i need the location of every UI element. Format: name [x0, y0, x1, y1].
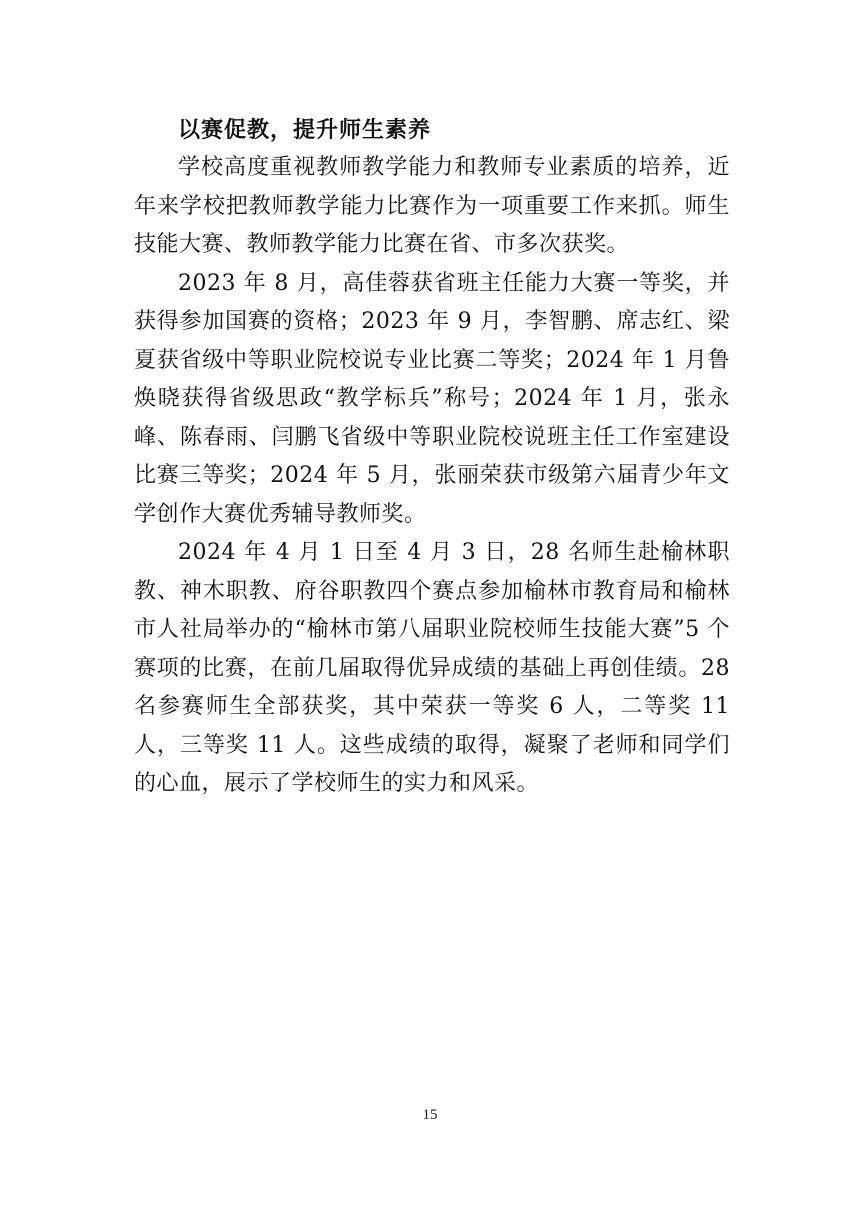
paragraph-awards-2023-2024: 2023 年 8 月，高佳蓉获省班主任能力大赛一等奖，并获得参加国赛的资格；2023 年 9 月，李智鹏、席志红、梁夏获省级中等职业院校说专业比赛二等奖；2024 年 1 月鲁焕晓获得省级思政“教学标兵”称号；2024 年 1 月，张永峰、陈春雨、闫鹏飞省级中等职业院校说班主任工作室建设比赛三等奖；2024 年 5 月，张丽荣获市级第六届青少年文学创作大赛优秀辅导教师奖。: [134, 270, 730, 527]
paragraph-intro: 学校高度重视教师教学能力和教师专业素质的培养，近年来学校把教师教学能力比赛作为一项重要工作来抓。师生技能大赛、教师教学能力比赛在省、市多次获奖。: [134, 155, 730, 257]
paragraph-skills-competition: 2024 年 4 月 1 日至 4 月 3 日，28 名师生赴榆林职教、神木职教、府谷职教四个赛点参加榆林市教育局和榆林市人社局举办的“榆林市第八届职业院校师生技能大赛”5 个赛项的比赛，在前几届取得优异成绩的基础上再创佳绩。28 名参赛师生全部获奖，其中荣获一等奖 6 人，二等奖 11 人，三等奖 11 人。这些成绩的取得，凝聚了老师和同学们的心血，展示了学校师生的实力和风采。: [134, 540, 730, 796]
document-body: [134, 111, 730, 804]
page-number: 15: [422, 1107, 438, 1123]
section-heading: 以赛促教，提升师生素养: [178, 117, 432, 143]
